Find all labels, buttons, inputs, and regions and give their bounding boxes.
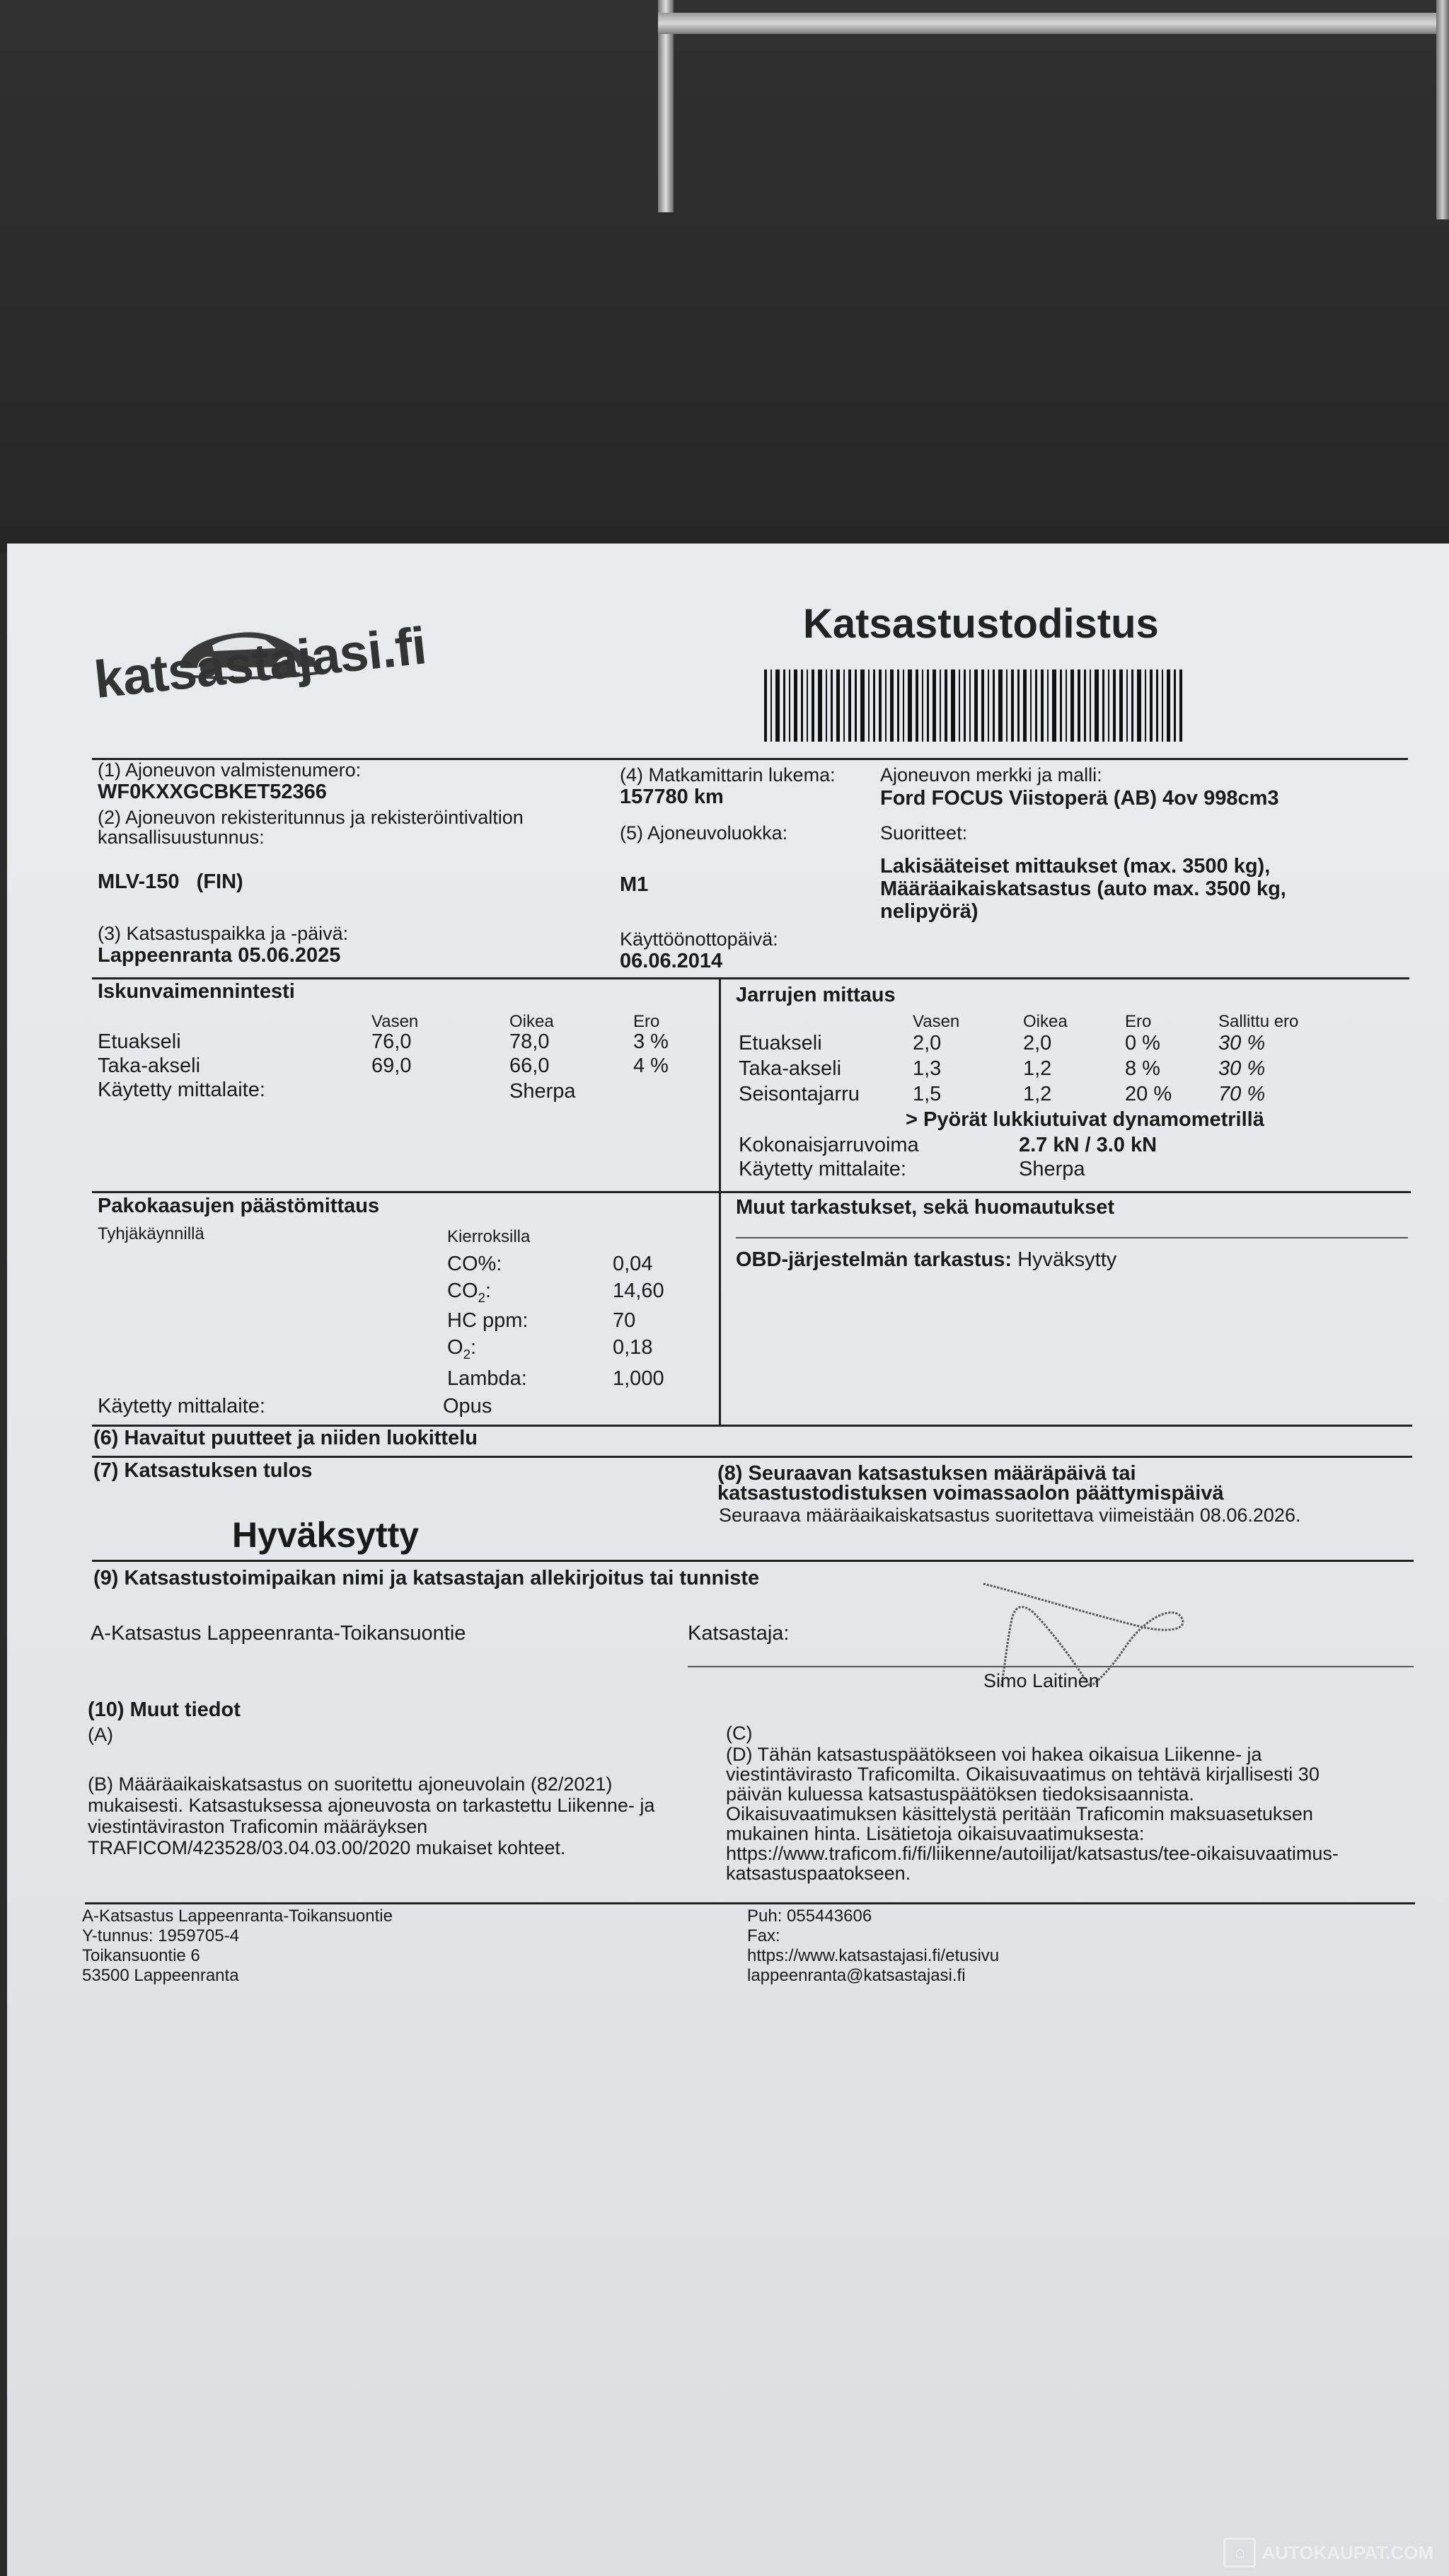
other-info-d-line: Oikaisuvaatimuksen käsittelystä peritään Traficomin maksuasetuksen	[726, 1803, 1313, 1824]
first-use-label: Käyttöönottopäivä:	[620, 928, 778, 950]
brakes-row-right: 2,0	[1023, 1032, 1052, 1054]
other-info-d-line: katsastuspaatokseen.	[726, 1863, 911, 1884]
emission-value: 1,000	[613, 1367, 664, 1390]
other-info-a: (A)	[88, 1724, 113, 1745]
other-checks-title: Muut tarkastukset, sekä huomautukset	[736, 1196, 1115, 1219]
performed-line-3: nelipyörä)	[880, 900, 978, 923]
brakes-h-allowed: Sallittu ero	[1218, 1012, 1299, 1031]
other-info-d-line: päivän kuluessa katsastuspäätöksen tiedoksisaannista.	[726, 1783, 1194, 1805]
place-label: (3) Katsastuspaikka ja -päivä:	[98, 923, 349, 944]
result-title: (7) Katsastuksen tulos	[93, 1459, 313, 1482]
obd-value: Hyväksytty	[1017, 1248, 1117, 1271]
shock-title: Iskunvaimennintesti	[98, 980, 295, 1003]
house-icon: ⌂	[1223, 2538, 1256, 2568]
shock-h-diff: Ero	[633, 1012, 660, 1031]
vin-value: WF0KXXGCBKET52366	[98, 781, 327, 803]
document-title: Katsastustodistus	[803, 601, 1159, 647]
performed-line-1: Lakisääteiset mittaukset (max. 3500 kg),	[880, 855, 1271, 878]
class-value: M1	[620, 873, 649, 896]
shock-h-right: Oikea	[509, 1012, 554, 1031]
other-info-title: (10) Muut tiedot	[88, 1698, 241, 1721]
first-use-value: 06.06.2014	[620, 950, 723, 972]
brakes-title: Jarrujen mittaus	[736, 984, 896, 1006]
watermark	[1223, 2538, 1433, 2568]
performed-line-2: Määräaikaiskatsastus (auto max. 3500 kg,	[880, 878, 1286, 900]
brakes-row-diff: 20 %	[1125, 1083, 1172, 1105]
emission-label: $CO_2$:	[447, 1280, 492, 1305]
brakes-row-diff: 0 %	[1125, 1032, 1160, 1054]
shock-row-diff: 4 %	[633, 1054, 669, 1077]
footer-right-line: Fax:	[747, 1926, 780, 1945]
emissions-title: Pakokaasujen päästömittaus	[98, 1195, 380, 1217]
brakes-h-left: Vasen	[913, 1012, 960, 1031]
brakes-device: Sherpa	[1019, 1158, 1085, 1180]
result-value: Hyväksytty	[232, 1515, 420, 1555]
brakes-row-label: Seisontajarru	[739, 1083, 860, 1105]
brand-logo-text: katsastajasi.fi	[91, 616, 429, 710]
brakes-row-allowed: 70 %	[1218, 1083, 1266, 1105]
emission-value: 0,18	[613, 1336, 653, 1359]
odometer-label: (4) Matkamittarin lukema:	[620, 764, 836, 786]
emission-value: 0,04	[613, 1253, 653, 1275]
class-label: (5) Ajoneuvoluokka:	[620, 822, 788, 844]
emission-label: $O_2$:	[447, 1336, 477, 1362]
shock-row-label: Taka-akseli	[98, 1054, 201, 1077]
make-label: Ajoneuvon merkki ja malli:	[880, 764, 1102, 786]
brakes-row-left: 2,0	[913, 1032, 942, 1054]
footer-left-line: Y-tunnus: 1959705-4	[82, 1926, 239, 1945]
footer-left-line: A-Katsastus Lappeenranta-Toikansuontie	[82, 1907, 393, 1926]
brakes-row-allowed: 30 %	[1218, 1057, 1266, 1080]
place-value: Lappeenranta 05.06.2025	[98, 944, 341, 967]
other-info-b-line: mukaisesti. Katsastuksessa ajoneuvosta on tarkastettu Liikenne- ja	[88, 1795, 655, 1816]
brakes-row-left: 1,3	[913, 1057, 942, 1080]
footer-right-line: Puh: 055443606	[747, 1907, 872, 1926]
brakes-h-diff: Ero	[1125, 1012, 1152, 1031]
brakes-row-label: Taka-akseli	[739, 1057, 842, 1080]
make-value: Ford FOCUS Viistoperä (AB) 4ov 998cm3	[880, 787, 1279, 810]
emissions-idle: Tyhjäkäynnillä	[98, 1224, 204, 1243]
brakes-total: 2.7 kN / 3.0 kN	[1019, 1134, 1158, 1156]
brakes-row-diff: 8 %	[1125, 1057, 1160, 1080]
footer-right-line: lappeenranta@katsastajasi.fi	[747, 1966, 966, 1985]
signature-title: (9) Katsastustoimipaikan nimi ja katsastajan allekirjoitus tai tunniste	[93, 1567, 760, 1589]
brakes-device-label: Käytetty mittalaite:	[739, 1158, 906, 1180]
emission-label: HC ppm:	[447, 1309, 529, 1332]
metal-stand	[658, 0, 1449, 212]
next-title-2: katsastustodistuksen voimassaolon päättymispäivä	[717, 1482, 1224, 1505]
brakes-h-right: Oikea	[1023, 1012, 1068, 1031]
emissions-device-label: Käytetty mittalaite:	[98, 1395, 265, 1418]
shock-row-label: Etuakseli	[98, 1030, 181, 1053]
next-title-1: (8) Seuraavan katsastuksen määräpäivä tai	[717, 1462, 1136, 1485]
emission-value: 70	[613, 1309, 636, 1332]
shock-row-diff: 3 %	[633, 1030, 669, 1053]
inspector-label: Katsastaja:	[688, 1622, 790, 1645]
inspection-certificate	[7, 544, 1449, 2576]
emission-label: CO%:	[447, 1253, 502, 1275]
footer-left-line: 53500 Lappeenranta	[82, 1966, 239, 1985]
shock-device-label: Käytetty mittalaite:	[98, 1079, 265, 1101]
brakes-total-label: Kokonaisjarruvoima	[739, 1134, 919, 1156]
other-info-d-line: https://www.traficom.fi/fi/liikenne/autoilijat/katsastus/tee-oikaisuvaatimus-	[726, 1843, 1339, 1864]
other-info-d-line: viestintävirasto Traficomilta. Oikaisuvaatimus on tehtävä kirjallisesti 30	[726, 1764, 1320, 1785]
other-info-b-line: viestintäviraston Traficomin määräyksen	[88, 1816, 428, 1837]
odometer-value: 157780 km	[620, 786, 724, 808]
shock-row-left: 69,0	[371, 1054, 412, 1077]
reg-label-1: (2) Ajoneuvon rekisteritunnus ja rekisteröintivaltion	[98, 807, 524, 828]
performed-label: Suoritteet:	[880, 822, 968, 844]
reg-label-2: kansallisuustunnus:	[98, 827, 265, 848]
other-info-d-line: mukainen hinta. Lisätietoja oikaisuvaatimuksesta:	[726, 1823, 1145, 1844]
reg-value: MLV-150 (FIN)	[98, 870, 243, 893]
shock-row-right: 66,0	[509, 1054, 550, 1077]
emissions-rpm: Kierroksilla	[447, 1227, 531, 1246]
station-name: A-Katsastus Lappeenranta-Toikansuontie	[91, 1622, 466, 1645]
other-info-b-line: (B) Määräaikaiskatsastus on suoritettu ajoneuvolain (82/2021)	[88, 1773, 613, 1795]
brakes-note: > Pyörät lukkiutuivat dynamometrillä	[906, 1108, 1264, 1131]
brakes-row-right: 1,2	[1023, 1083, 1052, 1105]
brakes-row-allowed: 30 %	[1218, 1032, 1266, 1054]
shock-row-right: 78,0	[509, 1030, 550, 1053]
other-info-c: (C)	[726, 1723, 753, 1744]
watermark-text: AUTOKAUPAT.COM	[1262, 2541, 1433, 2563]
inspector-name: Simo Laitinen	[983, 1670, 1099, 1691]
brakes-row-right: 1,2	[1023, 1057, 1052, 1080]
emissions-device: Opus	[443, 1395, 492, 1418]
obd-check	[736, 1248, 1116, 1272]
other-info-d-line: (D) Tähän katsastuspäätökseen voi hakea oikaisua Liikenne- ja	[726, 1744, 1262, 1765]
vin-label: (1) Ajoneuvon valmistenumero:	[98, 759, 362, 781]
obd-label: OBD-järjestelmän tarkastus:	[736, 1248, 1012, 1271]
other-info-b-line: TRAFICOM/423528/03.04.03.00/2020 mukaiset kohteet.	[88, 1837, 566, 1858]
next-text: Seuraava määräaikaiskatsastus suoritettava viimeistään 08.06.2026.	[719, 1505, 1301, 1526]
emission-label: Lambda:	[447, 1367, 527, 1390]
footer-right-line: https://www.katsastajasi.fi/etusivu	[747, 1946, 1000, 1965]
shock-row-left: 76,0	[371, 1030, 412, 1053]
brakes-row-label: Etuakseli	[739, 1032, 822, 1054]
emission-value: 14,60	[613, 1280, 664, 1302]
defects-title: (6) Havaitut puutteet ja niiden luokittelu	[93, 1427, 478, 1449]
shock-device: Sherpa	[509, 1080, 576, 1103]
shock-h-left: Vasen	[371, 1012, 419, 1031]
barcode	[764, 669, 1238, 742]
footer-left-line: Toikansuontie 6	[82, 1946, 200, 1965]
brakes-row-left: 1,5	[913, 1083, 942, 1105]
